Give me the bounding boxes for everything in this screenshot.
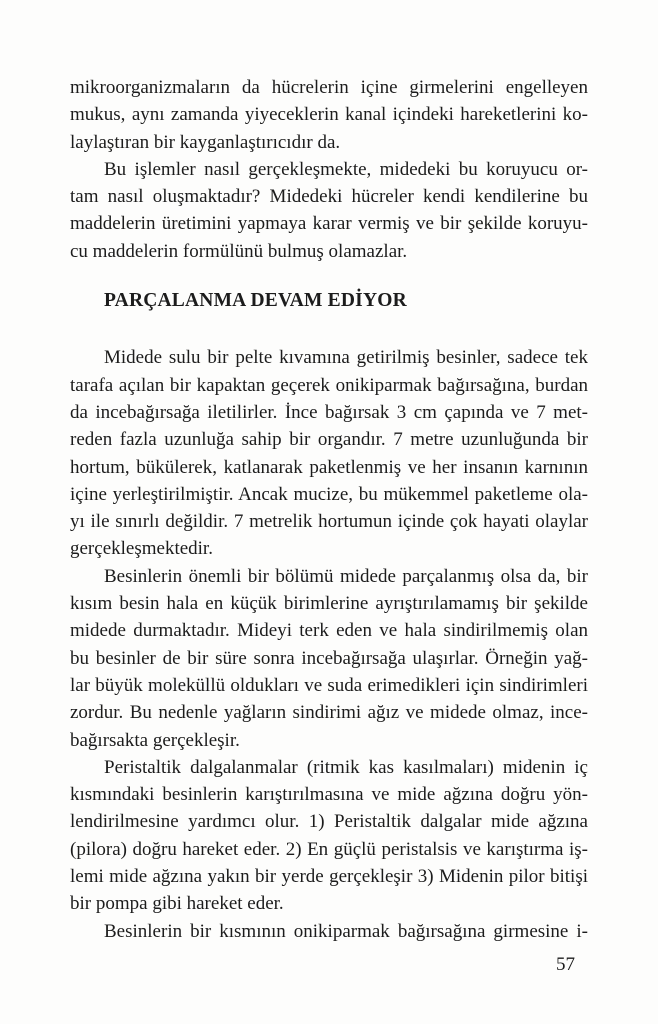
text-line: maddelerin üretimini yapmaya karar vermiş ve bir şekilde koruyu- — [70, 213, 588, 235]
text-line: bir pompa gibi hareket eder. — [70, 893, 284, 915]
text-line: zordur. Bu nedenle yağların sindirimi ağız ve midede olmaz, ince- — [70, 702, 588, 724]
paragraph-4 — [70, 563, 588, 754]
paragraph-2 — [70, 156, 588, 265]
text-line: kısmındaki besinlerin karıştırılmasına ve mide ağzına doğru yön- — [70, 784, 588, 806]
page-footer — [70, 951, 588, 978]
text-line: lendirilmesine yardımcı olur. 1) Peristaltik dalgalar mide ağzına — [70, 811, 588, 833]
text-line: reden fazla uzunluğa sahip bir organdır. 7 metre uzunluğunda bir — [70, 429, 588, 451]
text-line: lemi mide ağzına yakın bir yerde gerçekleşir 3) Midenin pilor bitişi — [70, 866, 588, 888]
text-line: laylaştıran bir kayganlaştırıcıdır da. — [70, 131, 341, 153]
text-line: mukus, aynı zamanda yiyeceklerin kanal içindeki hareketlerini ko- — [70, 104, 588, 126]
text-line: mikroorganizmaların da hücrelerin içine girmelerini engelleyen — [70, 77, 588, 98]
text-line: da incebağırsağa iletilirler. İnce bağırsak 3 cm çapında ve 7 met- — [70, 401, 588, 423]
text-line: Besinlerin bir kısmının onikiparmak bağırsağına girmesine i- — [104, 920, 588, 942]
text-line: (pilora) doğru hareket eder. 2) En güçlü peristalsis ve karıştırma iş- — [70, 838, 588, 860]
text-line: tarafa açılan bir kapaktan geçerek onikiparmak bağırsağına, burdan — [70, 374, 588, 396]
paragraph-1 — [70, 74, 588, 156]
text-line: bu besinler de bir süre sonra incebağırsağa ulaşırlar. Örneğin yağ- — [70, 647, 588, 669]
text-column — [70, 74, 588, 945]
text-line: Midede sulu bir pelte kıvamına getirilmiş besinler, sadece tek — [104, 347, 588, 369]
text-line: Peristaltik dalgalanmalar (ritmik kas kasılmaları) midenin iç — [104, 756, 588, 778]
text-line: kısım besin hala en küçük birimlerine ayrıştırılamamış bir şekilde — [70, 593, 588, 615]
text-line: midede durmaktadır. Mideyi terk eden ve hala sindirilmemiş olan — [70, 620, 588, 642]
text-line: yı ile sınırlı değildir. 7 metrelik hortumun içinde çok hayati olaylar — [70, 511, 588, 533]
text-line: gerçekleşmektedir. — [70, 538, 213, 560]
paragraph-6 — [70, 918, 588, 945]
text-line: lar büyük moleküllü oldukları ve suda erimedikleri için sindirimleri — [70, 674, 588, 696]
text-line: tam nasıl oluşmaktadır? Midedeki hücreler kendi kendilerine bu — [70, 186, 588, 208]
text-line: Bu işlemler nasıl gerçekleşmekte, midedeki bu koruyucu or- — [104, 158, 588, 180]
section-heading: PARÇALANMA DEVAM EDİYOR — [104, 290, 407, 312]
paragraph-3 — [70, 344, 588, 562]
text-line: Besinlerin önemli bir bölümü midede parçalanmış olsa da, bir — [104, 565, 588, 587]
text-line: içine yerleştirilmiştir. Ancak mucize, bu mükemmel paketleme ola- — [70, 483, 588, 505]
text-line: hortum, bükülerek, katlanarak paketlenmiş ve her insanın karnının — [70, 456, 588, 478]
paragraph-5 — [70, 754, 588, 918]
page-number: 57 — [556, 953, 575, 975]
text-line: bağırsakta gerçekleşir. — [70, 729, 240, 751]
text-line: cu maddelerin formülünü bulmuş olamazlar. — [70, 240, 408, 262]
